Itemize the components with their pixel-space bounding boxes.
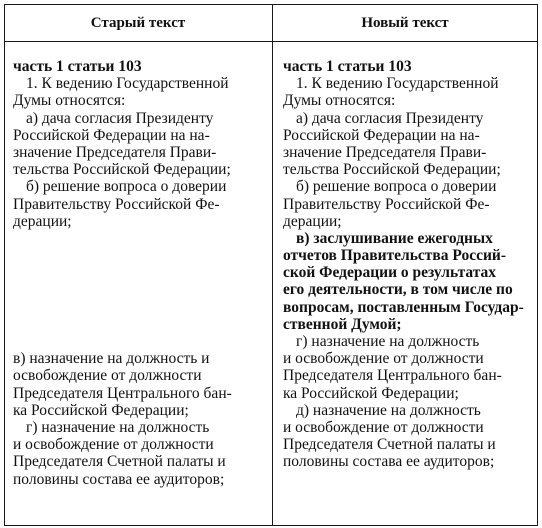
new-col-line: его деятельности, в том числе по xyxy=(283,281,513,299)
old-col-line xyxy=(13,247,265,264)
new-col-line: значение Председателя Прави- xyxy=(283,143,487,161)
new-col-line: в) заслушивание ежегодных xyxy=(296,229,493,247)
comparison-table xyxy=(4,4,538,526)
old-col-line: б) решение вопроса о доверии xyxy=(26,178,227,196)
old-col-line: и освобождение от должности xyxy=(13,436,214,454)
new-col-line: Российской Федерации на на- xyxy=(283,126,480,144)
header-divider xyxy=(5,41,537,42)
new-col-line: г) назначение на должность xyxy=(296,333,480,350)
new-col-line: половины состава ее аудиторов; xyxy=(283,453,495,471)
new-col-line: тельства Российской Федерации; xyxy=(283,161,501,179)
old-col-line: ка Российской Федерации; xyxy=(13,401,189,419)
old-col-line xyxy=(13,230,265,247)
new-col-line: вопросам, поставленным Государ- xyxy=(283,298,524,316)
new-col-line: дерации; xyxy=(283,212,342,230)
old-col-line: Председателя Счетной палаты и xyxy=(13,453,226,471)
new-col-line: Председателя Счетной палаты и xyxy=(283,436,496,454)
column-divider xyxy=(272,5,273,525)
old-col-line: освобождение от должности xyxy=(13,367,202,385)
old-col-line: значение Председателя Прави- xyxy=(13,143,217,161)
new-col-line: а) дача согласия Президенту xyxy=(296,109,484,127)
old-col-line: г) назначение на должность xyxy=(26,418,210,436)
old-col-line xyxy=(13,333,265,350)
new-col-line: д) назначение на должность xyxy=(296,401,481,419)
old-text-column xyxy=(13,58,265,488)
new-col-line: отчетов Правительства Россий- xyxy=(283,247,507,265)
new-col-line: и освобождение от должности xyxy=(283,350,484,368)
old-col-line xyxy=(13,281,265,298)
old-col-line: тельства Российской Федерации; xyxy=(13,161,231,179)
new-col-line: ка Российской Федерации; xyxy=(283,384,459,402)
old-col-line: дерации; xyxy=(13,212,72,230)
old-col-line: а) дача согласия Президенту xyxy=(26,109,214,127)
old-col-line: Российской Федерации на на- xyxy=(13,126,210,144)
new-col-line: Председателя Центрального бан- xyxy=(283,367,502,385)
new-col-line: ской Федерации о результатах xyxy=(283,264,497,282)
new-text-header: Новый текст xyxy=(361,14,449,31)
new-text-column xyxy=(283,58,535,471)
old-text-header: Старый текст xyxy=(90,14,186,31)
new-col-line: Правительству Российской Фе- xyxy=(283,195,490,213)
old-col-line: часть 1 статьи 103 xyxy=(13,58,142,75)
new-col-line: Думы относятся: xyxy=(283,92,396,110)
old-col-line: Правительству Российской Фе- xyxy=(13,195,220,213)
old-col-line: Думы относятся: xyxy=(13,92,126,110)
old-col-line xyxy=(13,299,265,316)
new-col-line: ственной Думой; xyxy=(283,315,402,333)
new-col-line: 1. К ведению Государственной xyxy=(296,75,499,93)
new-col-line: и освобождение от должности xyxy=(283,418,484,436)
old-col-line: 1. К ведению Государственной xyxy=(26,75,229,93)
old-col-line: в) назначение на должность и xyxy=(13,350,210,368)
old-col-line: половины состава ее аудиторов; xyxy=(13,470,225,488)
old-col-line xyxy=(13,316,265,333)
new-col-line: часть 1 статьи 103 xyxy=(283,58,412,75)
new-col-line: б) решение вопроса о доверии xyxy=(296,178,497,196)
old-col-line xyxy=(13,264,265,281)
old-col-line: Председателя Центрального бан- xyxy=(13,384,232,402)
